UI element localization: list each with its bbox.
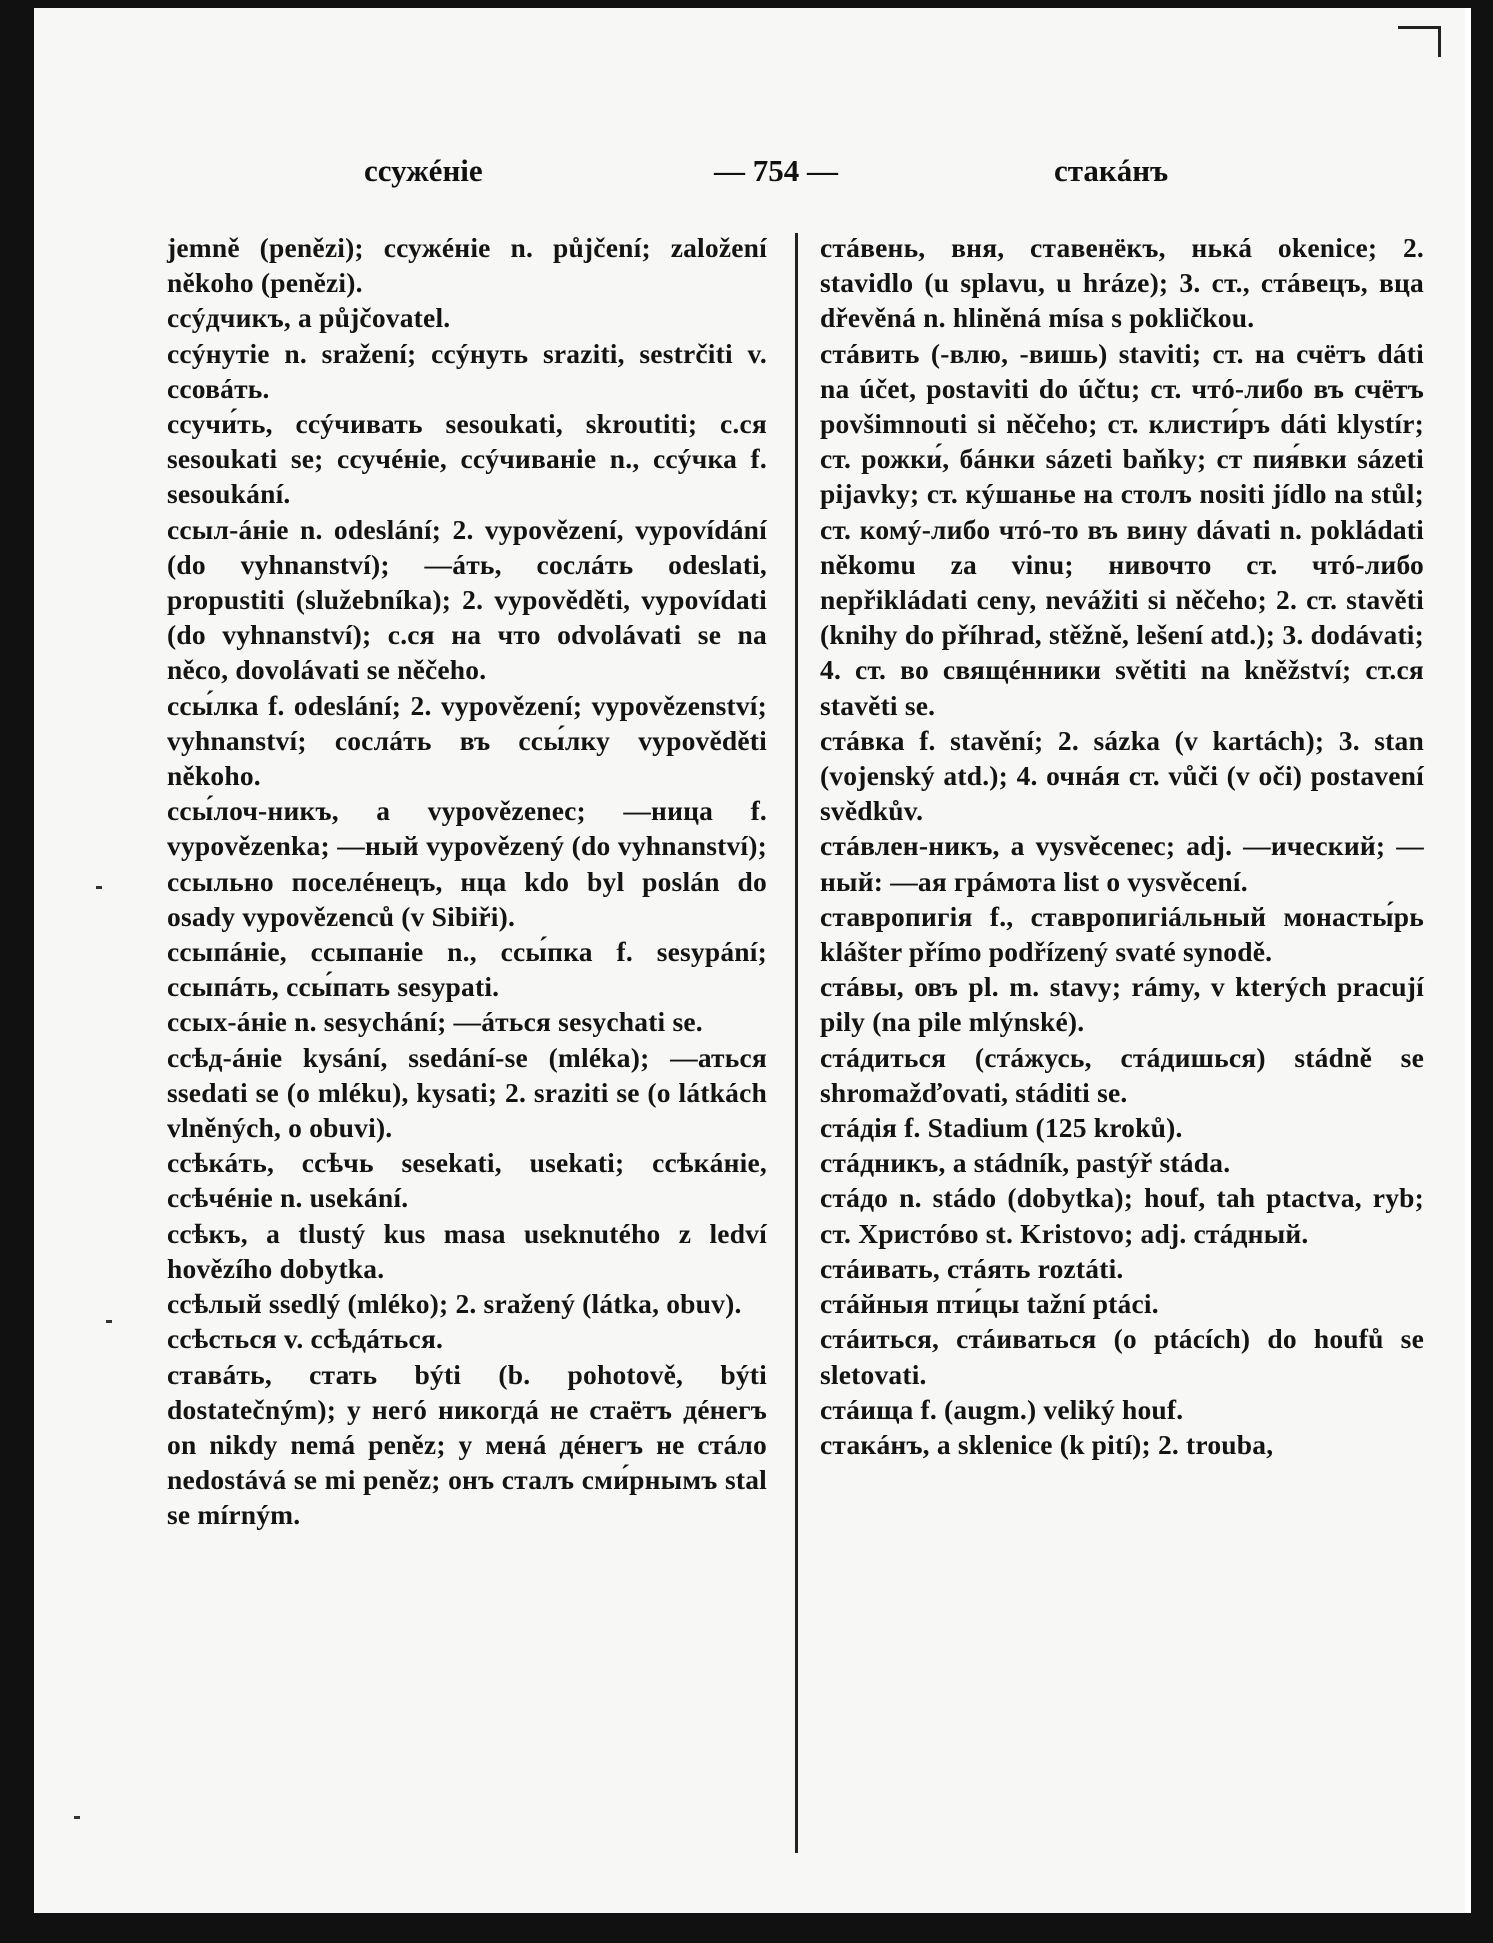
dictionary-entry: ссѣкъ, a tlustý kus masa useknutého z ledví hovězího dobytka. (167, 1217, 767, 1284)
dictionary-entry: ссѣлый ssedlý (mléko); 2. sražený (látka, obuv). (167, 1288, 742, 1320)
dictionary-entry: стáвка f. stavění; 2. sázka (v kartách); 3. stan (vojenský atd.); 4. очнáя ст. vůči (v oči) postavení svědkův. (820, 724, 1424, 827)
dictionary-entry: ставропигія f., ставропигіáльный монасты́рь klášter přímo podřízený svaté synodě. (820, 900, 1424, 968)
right-guide-word: стакáнъ (1054, 153, 1169, 188)
dictionary-entry: стáиться, стáиваться (o ptácích) do houfů se sletovati. (820, 1323, 1424, 1390)
corner-crop-mark (1398, 26, 1441, 57)
left-guide-word: ссужéніе (364, 153, 483, 188)
dictionary-entry: стáдія f. Stadium (125 kroků). (820, 1112, 1183, 1144)
dictionary-entry: стáища f. (augm.) veliký houf. (820, 1393, 1184, 1425)
scan-speck (96, 886, 102, 889)
right-column (820, 230, 1424, 1462)
dictionary-entry: стáвлен-никъ, a vysvěcenec; adj. —ический; —ный: —ая грáмота list o vysvěcení. (820, 830, 1424, 897)
scan-speck (74, 1816, 80, 1819)
dictionary-entry: ссы́лка f. odeslání; 2. vypovězení; vypovězenství; vyhnanství; сослáть въ ссы́лку vypověděti někoho. (167, 689, 767, 792)
dictionary-entry: ссучи́ть, ссýчивать sesoukati, skroutiti; с.ся sesoukati se; ссучéніе, ссýчиваніе n., ссýчка f. sesoukání. (167, 408, 767, 510)
scan-speck (106, 1320, 112, 1323)
dictionary-entry: стáвень, вня, ставенёкъ, нькá okenice; 2. stavidlo (u splavu, u hráze); 3. ст., стáвецъ, вца dřevěná n. hliněná mísa s pokličkou. (820, 232, 1424, 334)
dictionary-entry: ссы́лоч-никъ, a vypovězenec; —ница f. vypovězenka; —ный vypovězený (do vyhnanství); ссыльно поселéнецъ, нца kdo byl poslán do osady vypovězenců (v Sibiři). (167, 795, 767, 932)
dictionary-entry: стáвить (-влю, -вишь) staviti; ст. на счётъ dáti na účet, postaviti do účtu; ст. чтó-либо въ счётъ povšimnouti si něčeho; ст. клисти́ръ dáti klystír; ст. рожки́, бáнки sázeti baňky; ст пия́вки sázeti pijavky; ст. кýшанье на столъ nositi jídlo na stůl; ст. комý-либо чтó-то въ вину dávati n. pokládati někomu za vinu; нивочто ст. чтó-либо nepřikládati ceny, nevážiti si něčeho; 2. ст. stavěti (knihy do příhrad, stěžně, lešení atd.); 3. dodávati; 4. ст. во свящéнники světiti na kněžství; ст.ся stavěti se. (820, 337, 1424, 721)
dictionary-entry: jemně (penězi); ссужéніе n. půjčení; založení někoho (penězi). (167, 232, 767, 299)
dictionary-entry: стáйныя пти́цы tažní ptáci. (820, 1288, 1159, 1320)
dictionary-entry: ссыл-áніе n. odeslání; 2. vypovězení, vypovídání (do vyhnanství); —áть, сослáть odeslati, propustiti (služebníka); 2. vypověděti, vypovídati (do vyhnanství); с.ся на что odvolávati se na něco, dovolávati se něčeho. (167, 513, 767, 686)
dictionary-entry: стáдиться (стáжусь, стáдишься) stádně se shromažďovati, stáditi se. (820, 1041, 1424, 1108)
dictionary-entry: стáдникъ, a stádník, pastýř stáda. (820, 1147, 1231, 1179)
dictionary-entry: ссýдчикъ, a půjčovatel. (167, 302, 451, 334)
dictionary-entry: ставáть, стать býti (b. pohotově, býti dostatečným); у негó никогдá не стаётъ дéнегъ on nikdy nemá peněz; у менá дéнегъ не стáло nedostává se mi peněz; онъ сталъ сми́рнымъ stal se mírným. (167, 1358, 767, 1531)
dictionary-entry: ссыпáніе, ссыпаніе n., ссы́пка f. sesypání; ссыпáть, ссы́пать sesypati. (167, 936, 767, 1003)
dictionary-entry: ссых-áніе n. sesychání; —áться sesychati se. (167, 1006, 703, 1038)
dictionary-entry: ссýнутіе n. sražení; ссýнуть sraziti, sestrčiti v. ссовáть. (167, 337, 767, 404)
dictionary-entry: стáвы, овъ pl. m. stavy; rámy, v kterých pracují pily (na pile mlýnské). (820, 971, 1424, 1038)
scan-edge-right (1471, 8, 1493, 1913)
dictionary-entry: ссѣд-áніе kysání, ssedání-se (mléka); —аться ssedati se (o mléku), kysati; 2. sraziti se (o látkách vlněných, o obuvi). (167, 1041, 767, 1144)
column-divider (795, 233, 798, 1853)
dictionary-entry: ссѣкáть, ссѣчь sesekati, usekati; ссѣкáніе, ссѣчéніе n. usekání. (167, 1147, 767, 1214)
dictionary-entry: стакáнъ, a sklenice (k pití); 2. trouba, (820, 1428, 1274, 1460)
dictionary-entry: стáивать, стáять roztáti. (820, 1252, 1124, 1284)
page-number: — 754 — (714, 153, 838, 188)
running-header (314, 153, 1214, 193)
dictionary-entry: стáдо n. stádo (dobytka); houf, tah ptactva, ryb; ст. Христóво st. Kristovo; adj. стáдный. (820, 1182, 1424, 1249)
left-column (167, 230, 767, 1533)
dictionary-entry: ссѣсться v. ссѣдáться. (167, 1323, 444, 1355)
